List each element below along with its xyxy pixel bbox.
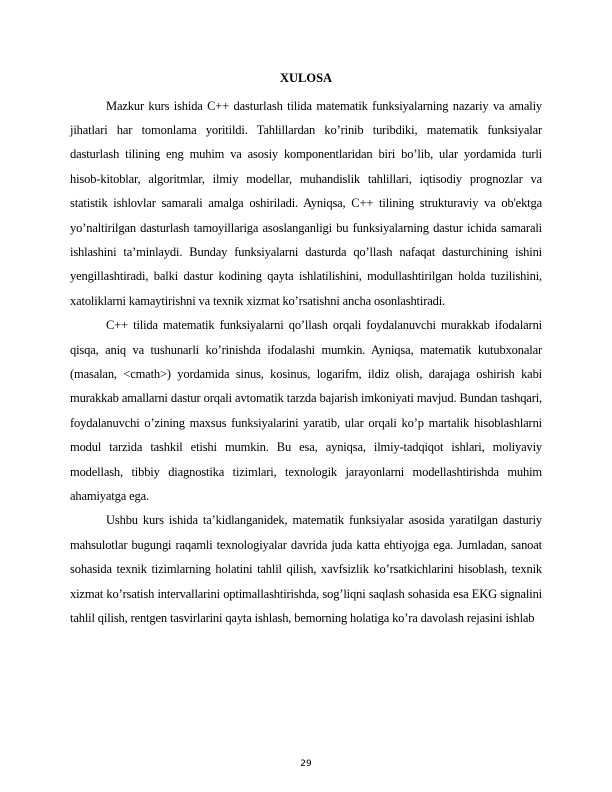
body-text	[70, 94, 542, 631]
page-number: 29	[300, 759, 312, 769]
paragraph-3: Ushbu kurs ishida ta’kidlanganidek, matematik funksiyalar asosida yaratilgan dasturiy mahsulotlar bugungi raqamli texnologiyalar davrida juda katta ehtiyojga ega. Jumladan, sanoat sohasida texnik tizimlarning holatini tahlil qilish, xavfsizlik ko’rsatkichlarini hisoblash, texnik xizmat ko’rsatish intervallarini optimallashtirishda, sog’liqni saqlash sohasida esa EKG signalini tahlil qilish, rentgen tasvirlarini qayta ishlash, bemorning holatiga ko’ra davolash rejasini ishlab	[70, 513, 542, 626]
paragraph-2: C++ tilida matematik funksiyalarni qo’llash orqali foydalanuvchi murakkab ifodalarni qisqa, aniq va tushunarli ko’rinishda ifodalashi mumkin. Ayniqsa, matematik kutubxonalar (masalan, <cmath>) yordamida sinus, kosinus, logarifm, ildiz olish, darajaga oshirish kabi murakkab amallarni dastur orqali avtomatik tarzda bajarish imkoniyati mavjud. Bundan tashqari, foydalanuvchi o’zining maxsus funksiyalarini yaratib, ular orqali ko’p martalik hisoblashlarni modul tarzida tashkil etishi mumkin. Bu esa, ayniqsa, ilmiy-tadqiqot ishlari, moliyaviy modellash, tibbiy diagnostika tizimlari, texnologik jarayonlarni modellashtirishda muhim ahamiyatga ega.	[70, 318, 542, 503]
paragraph-1: Mazkur kurs ishida C++ dasturlash tilida matematik funksiyalarning nazariy va amaliy jihatlari har tomonlama yoritildi. Tahlillardan ko’rinib turibdiki, matematik funksiyalar dasturlash tilining eng muhim va asosiy komponentlaridan biri bo’lib, ular yordamida turli hisob-kitoblar, algoritmlar, ilmiy modellar, muhandislik tahlillari, iqtisodiy prognozlar va statistik ishlovlar samarali amalga oshiriladi. Ayniqsa, C++ tilining strukturaviy va ob'ektga yo’naltirilgan dasturlash tamoyillariga asoslanganligi bu funksiyalarning dastur ichida samarali ishlashini ta’minlaydi. Bunday funksiyalarni dasturda qo’llash nafaqat dasturchining ishini yengillashtiradi, balki dastur kodining qayta ishlatilishini, modullashtirilgan holda tuzilishini, xatoliklarni kamaytirishni va texnik xizmat ko’rsatishni ancha osonlashtiradi.	[70, 98, 542, 308]
page-title: XULOSA	[279, 71, 333, 85]
